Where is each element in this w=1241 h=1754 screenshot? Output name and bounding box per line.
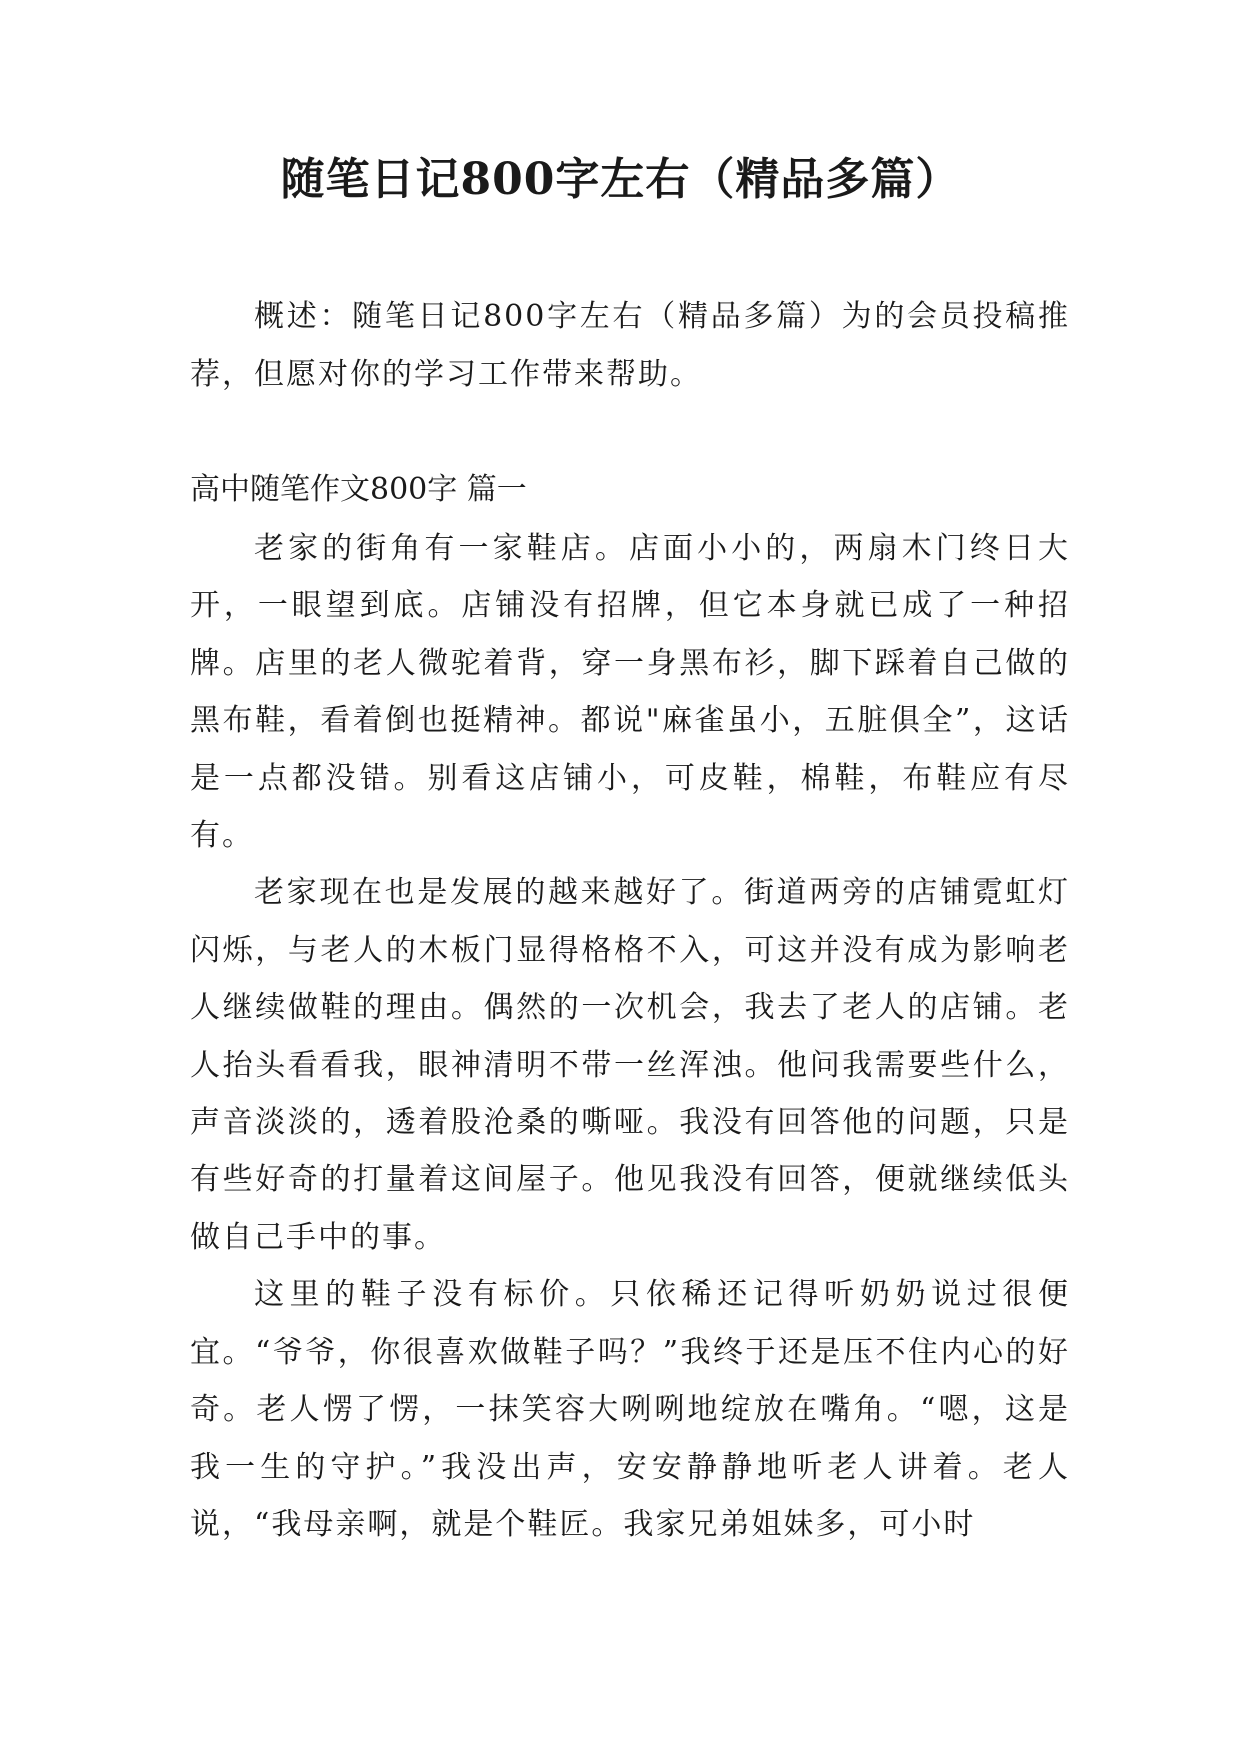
document-summary: 概述：随笔日记800字左右（精品多篇）为的会员投稿推荐，但愿对你的学习工作带来帮助。 — [190, 299, 1070, 392]
body-paragraph: 这里的鞋子没有标价。只依稀还记得听奶奶说过很便宜。“爷爷，你很喜欢做鞋子吗？”我终于还是压不住内心的好奇。老人愣了愣，一抹笑容大咧咧地绽放在嘴角。“嗯，这是我一生的守护。”我没出声，安安静静地听老人讲着。老人说，“我母亲啊，就是个鞋匠。我家兄弟姐妹多，可小时 — [190, 1277, 1070, 1542]
document-title: 随笔日记800字左右（精品多篇） — [280, 154, 961, 205]
article-body — [190, 520, 1070, 1553]
section-heading: 高中随笔作文800字 篇一 — [190, 472, 527, 507]
body-paragraph: 老家现在也是发展的越来越好了。街道两旁的店铺霓虹灯闪烁，与老人的木板门显得格格不入，可这并没有成为影响老人继续做鞋的理由。偶然的一次机会，我去了老人的店铺。老人抬头看看我，眼神清明不带一丝浑浊。他问我需要些什么，声音淡淡的，透着股沧桑的嘶哑。我没有回答他的问题，只是有些好奇的打量着这间屋子。他见我没有回答，便就继续低头做自己手中的事。 — [190, 875, 1070, 1255]
body-paragraph: 老家的街角有一家鞋店。店面小小的，两扇木门终日大开，一眼望到底。店铺没有招牌，但它本身就已成了一种招牌。店里的老人微驼着背，穿一身黑布衫，脚下踩着自己做的黑布鞋，看着倒也挺精神。都说"麻雀虽小，五脏俱全”，这话是一点都没错。别看这店铺小，可皮鞋，棉鞋，布鞋应有尽有。 — [190, 531, 1070, 854]
